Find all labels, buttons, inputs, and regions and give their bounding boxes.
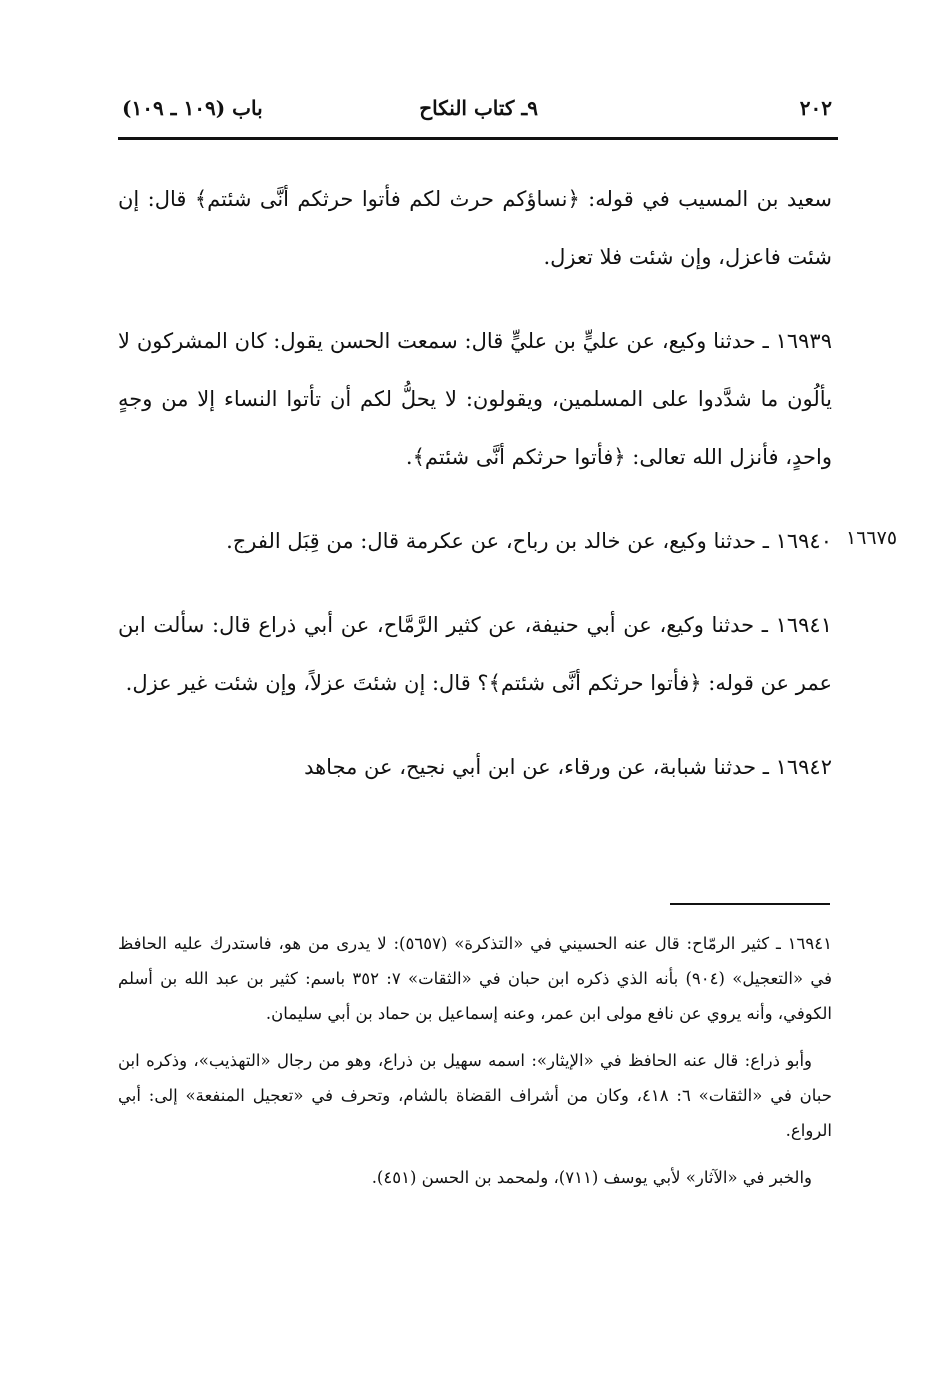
paragraph-continuation: سعيد بن المسيب في قوله: ﴿نساؤكم حرث لكم فأتوا حرثكم أنَّى شئتم﴾ قال: إن شئت فاعزل، وإن شئت فلا تعزل. bbox=[118, 187, 832, 269]
hadith-16942: ١٦٩٤٢ ـ حدثنا شبابة، عن ورقاء، عن ابن أبي نجيح، عن مجاهد bbox=[304, 755, 832, 779]
book-title: ٩ـ كتاب النكاح bbox=[419, 96, 538, 120]
hadith-16939: ١٦٩٣٩ ـ حدثنا وكيع، عن عليٍّ بن عليٍّ قال: سمعت الحسن يقول: كان المشركون لا يألُون ما شدَّدوا على المسلمين، ويقولون: لا يحلُّ لكم أن تأتوا النساء إلا من وجهٍ واحدٍ، فأنزل الله تعالى: ﴿فأتوا حرثكم أنَّى شئتم﴾. bbox=[118, 329, 832, 469]
margin-reference-number: ١٦٦٧٥ bbox=[846, 527, 898, 549]
hadith-16941: ١٦٩٤١ ـ حدثنا وكيع، عن أبي حنيفة، عن كثير الرَّمَّاح، عن أبي ذراع قال: سألت ابن عمر عن قوله: ﴿فأتوا حرثكم أنَّى شئتم﴾؟ قال: إن شئتَ عزلاً، وإن شئت غير عزل. bbox=[118, 613, 832, 695]
footnote-sources: والخبر في «الآثار» لأبي يوسف (٧١١)، ولمحمد بن الحسن (٤٥١). bbox=[371, 1168, 812, 1187]
chapter-range: باب (١٠٩ ـ ١٠٩) bbox=[122, 96, 263, 120]
footnote-16941: ١٦٩٤١ ـ كثير الرمّاح: قال عنه الحسيني في «التذكرة» (٥٦٥٧): لا يدرى من هو، فاستدرك عليه الحافظ في «التعجيل» (٩٠٤) بأنه الذي ذكره ابن حبان في «الثقات» ٧: ٣٥٢ باسم: كثير بن عبد الله بن أسلم الكوفي، وأنه يروي عن نافع مولى ابن عمر، وعنه إسماعيل بن حماد بن أبي سليمان. bbox=[118, 934, 833, 1023]
footnote-divider bbox=[670, 903, 830, 905]
main-text bbox=[118, 170, 832, 822]
running-header bbox=[118, 94, 838, 130]
header-divider bbox=[118, 137, 838, 140]
page-number: ٢٠٢ bbox=[799, 96, 832, 120]
footnote-abu-dhira: وأبو ذراع: قال عنه الحافظ في «الإيثار»: اسمه سهيل بن ذراع، وهو من رجال «التهذيب»، وذكره ابن حبان في «الثقات» ٦: ٤١٨، وكان من أشراف القضاة بالشام، وتحرف في «تعجيل المنفعة» إلى: أبي الرواع. bbox=[118, 1051, 832, 1140]
footnotes bbox=[118, 926, 832, 1207]
hadith-16940: ١٦٩٤٠ ـ حدثنا وكيع، عن خالد بن رباح، عن عكرمة قال: من قِبَل الفرج. bbox=[226, 529, 832, 553]
